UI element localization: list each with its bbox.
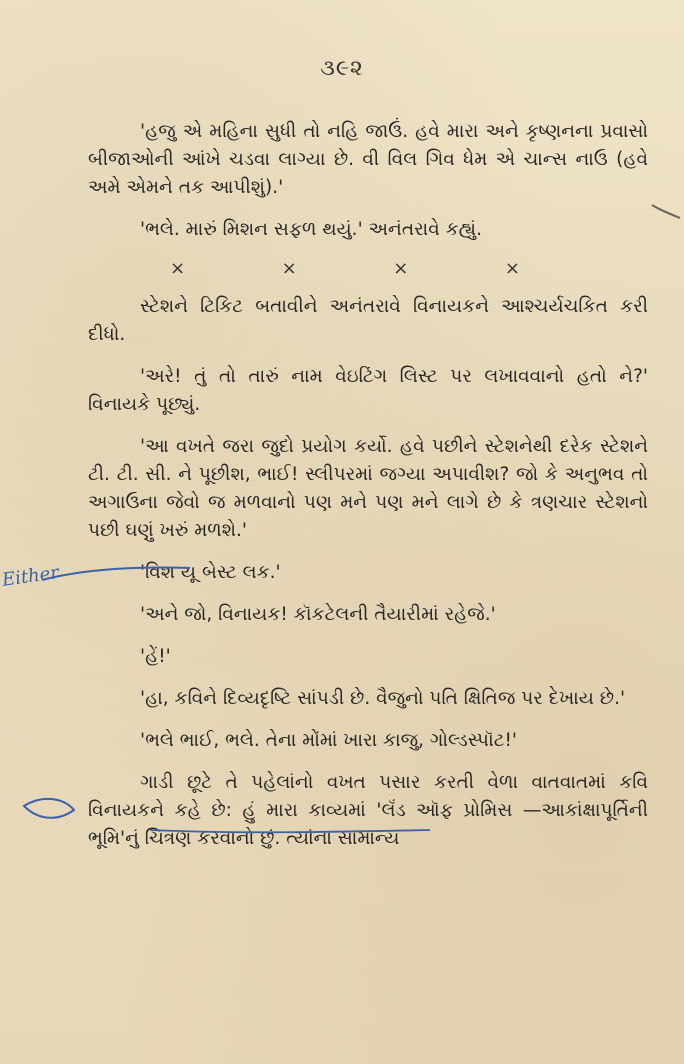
paragraph-10: 'ભલે ભાઈ, ભલે. તેના મોંમાં ખારા કાજુ, ગોલ્ડસ્પૉટ!' xyxy=(140,730,517,751)
separator-mark: × xyxy=(170,258,186,279)
paragraph-4: 'અરે! તું તો તારું નામ વેઇટિંગ લિસ્ટ પર લખાવવાનો હતો ને?' વિનાયકે પૂછ્યું. xyxy=(88,366,648,415)
separator-mark: × xyxy=(393,258,409,279)
margin-loop-mark xyxy=(24,799,74,818)
paragraph-7: 'અને જો, વિનાયક! કૉકટેલની તૈયારીમાં રહેજે.' xyxy=(140,604,496,625)
paragraph-1: 'હજુ એ મહિના સુધી તો નહિ જાઉં. હવે મારા અને કૃષ્ણનના પ્રવાસો બીજાઓની આંખે ચડવા લાગ્યા છે. વી વિલ ગિવ ધેમ એ ચાન્સ નાઉ (હવે અમે એમને તક આપીશું).' xyxy=(88,121,648,198)
paragraph-11: ગાડી છૂટે તે પહેલાંનો વખત પસાર કરતી વેળા વાતવાતમાં કવિ વિનાયકને કહે છે: હું મારા કાવ્યમાં 'લૅંડ ઑફ પ્રોમિસ —આકાંક્ષાપૂર્તિની ભૂમિ'નું ચિત્રણ કરવાનો છું. ત્યાંના સામાન્ય xyxy=(88,772,648,849)
separator-mark: × xyxy=(504,258,520,279)
paragraph-2: 'ભલે. મારું મિશન સફળ થયું.' અનંતરાવે કહ્યું. xyxy=(140,219,482,240)
page-number: ૩૯૨ xyxy=(320,56,364,81)
paragraph-5: 'આ વખતે જરા જુદો પ્રયોગ કર્યો. હવે પછીને સ્ટેશનેથી દરેક સ્ટેશને ટી. ટી. સી. ને પૂછીશ, ભાઈ! સ્લીપરમાં જગ્યા અપાવીશ? જો કે અનુભવ તો અગાઉના જેવો જ મળવાનો પણ મને પણ મને લાગે છે કે ત્રણચાર સ્ટેશનો પછી ઘણું ખરું મળશે.' xyxy=(88,436,648,541)
paragraph-9: 'હા, કવિને દિવ્યદૃષ્ટિ સાંપડી છે. વૈજુનો પતિ ક્ષિતિજ પર દેખાય છે.' xyxy=(140,688,626,709)
paragraph-3: સ્ટેશને ટિકિટ બતાવીને અનંતરાવે વિનાયકને આશ્ચર્યચકિત કરી દીધો. xyxy=(88,296,648,345)
page-body xyxy=(88,118,648,853)
paragraph-8: 'હેં!' xyxy=(140,646,171,667)
paragraph-6: 'વિશ યૂ બેસ્ટ લક.' xyxy=(140,562,281,583)
separator-mark: × xyxy=(281,258,297,279)
section-separator xyxy=(170,258,520,279)
edge-smudge xyxy=(652,205,680,218)
margin-note-handwritten: Either xyxy=(0,562,61,591)
